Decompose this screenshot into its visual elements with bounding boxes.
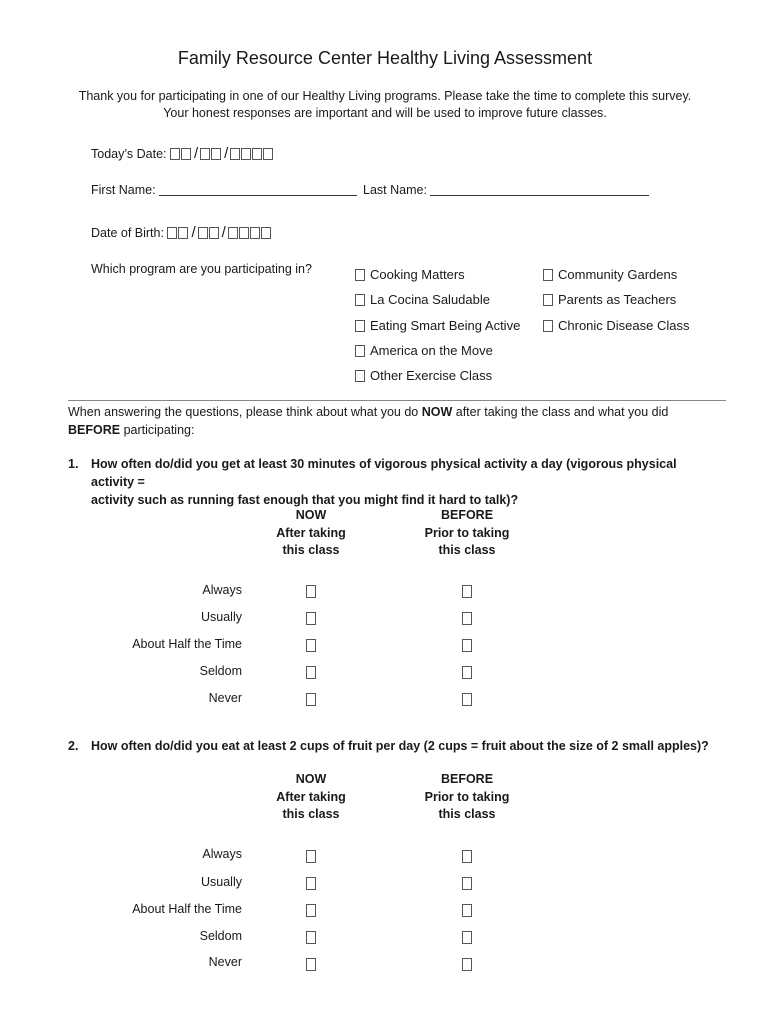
program-option[interactable] (543, 267, 677, 282)
program-option-label: America on the Move (370, 343, 493, 358)
checkbox[interactable] (543, 294, 553, 306)
program-option[interactable] (355, 368, 492, 383)
program-option[interactable] (543, 292, 676, 307)
frequency-label: Always (202, 583, 242, 597)
question-text (91, 737, 721, 755)
date-digit-box[interactable] (261, 227, 271, 239)
frequency-label: Seldom (199, 929, 242, 943)
date-digit-box[interactable] (178, 227, 188, 239)
question-line: How often do/did you eat at least 2 cups of fruit per day (2 cups = fruit about the size of 2 small apples)? (91, 739, 709, 753)
date-of-birth-field[interactable] (91, 224, 272, 241)
q1-now-checkbox[interactable] (306, 693, 316, 706)
date-digit-box[interactable] (198, 227, 208, 239)
frequency-label: About Half the Time (132, 902, 242, 916)
column-header-line: After taking (276, 525, 346, 540)
program-option-label: Cooking Matters (370, 267, 465, 282)
date-digit-box[interactable] (200, 148, 210, 160)
checkbox[interactable] (355, 320, 365, 332)
date-digit-box[interactable] (228, 227, 238, 239)
q1-before-checkbox[interactable] (462, 585, 472, 598)
q2-now-checkbox[interactable] (306, 877, 316, 890)
q1-before-checkbox[interactable] (462, 639, 472, 652)
date-digit-box[interactable] (209, 227, 219, 239)
q2-before-checkbox[interactable] (462, 850, 472, 863)
column-header-line: BEFORE (440, 772, 494, 786)
instructions-before: BEFORE (68, 423, 121, 437)
program-option-label: Chronic Disease Class (558, 318, 690, 333)
column-header-line: this class (438, 543, 496, 557)
q1-now-checkbox[interactable] (306, 639, 316, 652)
intro-line-1: Thank you for participating in one of our Healthy Living programs. Please take the time to complete this survey. (78, 89, 692, 103)
date-digit-box[interactable] (230, 148, 240, 160)
program-option-label: Parents as Teachers (558, 292, 677, 307)
frequency-label: Never (208, 691, 242, 705)
question-number: 2. (68, 739, 79, 753)
q2-now-checkbox[interactable] (306, 850, 316, 863)
checkbox[interactable] (355, 294, 365, 306)
q1-now-checkbox[interactable] (306, 612, 316, 625)
q2-now-checkbox[interactable] (306, 904, 316, 917)
date-separator: / (224, 145, 229, 162)
column-header-line: NOW (295, 508, 327, 522)
q2-now-checkbox[interactable] (306, 931, 316, 944)
date-digit-box[interactable] (250, 227, 260, 239)
program-option[interactable] (543, 318, 690, 333)
date-separator: / (194, 145, 199, 162)
column-header-line: this class (282, 543, 340, 557)
question-number: 1. (68, 457, 79, 471)
last-name-line[interactable] (430, 183, 649, 196)
q2-now-checkbox[interactable] (306, 958, 316, 971)
program-option-label: Other Exercise Class (370, 368, 493, 383)
todays-date-field[interactable] (91, 145, 274, 162)
program-option[interactable] (355, 267, 465, 282)
intro-line-2: Your honest responses are important and will be used to improve future classes. (163, 106, 607, 120)
first-name-label: First Name: (91, 183, 156, 197)
program-option[interactable] (355, 292, 490, 307)
todays-date-label: Today’s Date: (91, 147, 167, 161)
checkbox[interactable] (543, 269, 553, 281)
date-digit-box[interactable] (167, 227, 177, 239)
instructions-text: When answering the questions, please think about what you do (68, 405, 422, 419)
column-header-line: NOW (295, 772, 327, 786)
date-digit-box[interactable] (211, 148, 221, 160)
section-divider (68, 400, 726, 401)
q1-now-checkbox[interactable] (306, 585, 316, 598)
todays-date-boxes[interactable] (170, 147, 274, 161)
q2-before-checkbox[interactable] (462, 958, 472, 971)
q1-before-checkbox[interactable] (462, 693, 472, 706)
date-separator: / (221, 224, 226, 241)
frequency-label: Usually (201, 875, 242, 889)
frequency-label: About Half the Time (132, 637, 242, 651)
instructions-now: NOW (421, 405, 453, 419)
q1-before-checkbox[interactable] (462, 612, 472, 625)
last-name-field[interactable] (363, 183, 649, 197)
question-line: activity such as running fast enough that you might find it hard to talk)? (91, 493, 519, 507)
last-name-label: Last Name: (363, 183, 427, 197)
program-option[interactable] (355, 343, 493, 358)
question-text (91, 455, 721, 509)
frequency-label: Never (208, 955, 242, 969)
intro-text (0, 88, 770, 122)
q1-before-checkbox[interactable] (462, 666, 472, 679)
column-header-line: Prior to taking (424, 525, 510, 540)
column-header-line: this class (282, 807, 340, 821)
q2-before-checkbox[interactable] (462, 904, 472, 917)
form-title: Family Resource Center Healthy Living Assessment (177, 48, 593, 68)
q2-before-checkbox[interactable] (462, 931, 472, 944)
date-of-birth-boxes[interactable] (167, 226, 271, 240)
column-header-before (407, 771, 527, 824)
column-header-now (251, 507, 371, 560)
checkbox[interactable] (355, 269, 365, 281)
frequency-label: Always (202, 847, 242, 861)
column-header-before (407, 507, 527, 560)
checkbox[interactable] (355, 345, 365, 357)
first-name-field[interactable] (91, 183, 357, 197)
program-question: Which program are you participating in? (91, 262, 312, 276)
date-digit-box[interactable] (252, 148, 262, 160)
program-option-label: La Cocina Saludable (370, 292, 490, 307)
date-digit-box[interactable] (181, 148, 191, 160)
date-digit-box[interactable] (263, 148, 273, 160)
date-digit-box[interactable] (170, 148, 180, 160)
program-option-label: Eating Smart Being Active (370, 318, 521, 333)
column-header-now (251, 771, 371, 824)
column-header-line: After taking (276, 789, 346, 804)
instructions (68, 403, 718, 439)
instructions-text: participating: (120, 423, 195, 437)
date-of-birth-label: Date of Birth: (91, 226, 164, 240)
date-separator: / (191, 224, 196, 241)
instructions-text: after taking the class and what you did (452, 405, 669, 419)
first-name-line[interactable] (159, 183, 357, 196)
frequency-label: Seldom (199, 664, 242, 678)
q1-now-checkbox[interactable] (306, 666, 316, 679)
program-option-label: Community Gardens (558, 267, 678, 282)
checkbox[interactable] (543, 320, 553, 332)
date-digit-box[interactable] (241, 148, 251, 160)
column-header-line: BEFORE (440, 508, 494, 522)
program-option[interactable] (355, 318, 520, 333)
date-digit-box[interactable] (239, 227, 249, 239)
question-line: How often do/did you get at least 30 minutes of vigorous physical activity a day (vigorous physical activity = (91, 457, 677, 489)
column-header-line: Prior to taking (424, 789, 510, 804)
checkbox[interactable] (355, 370, 365, 382)
frequency-label: Usually (201, 610, 242, 624)
q2-before-checkbox[interactable] (462, 877, 472, 890)
column-header-line: this class (438, 807, 496, 821)
